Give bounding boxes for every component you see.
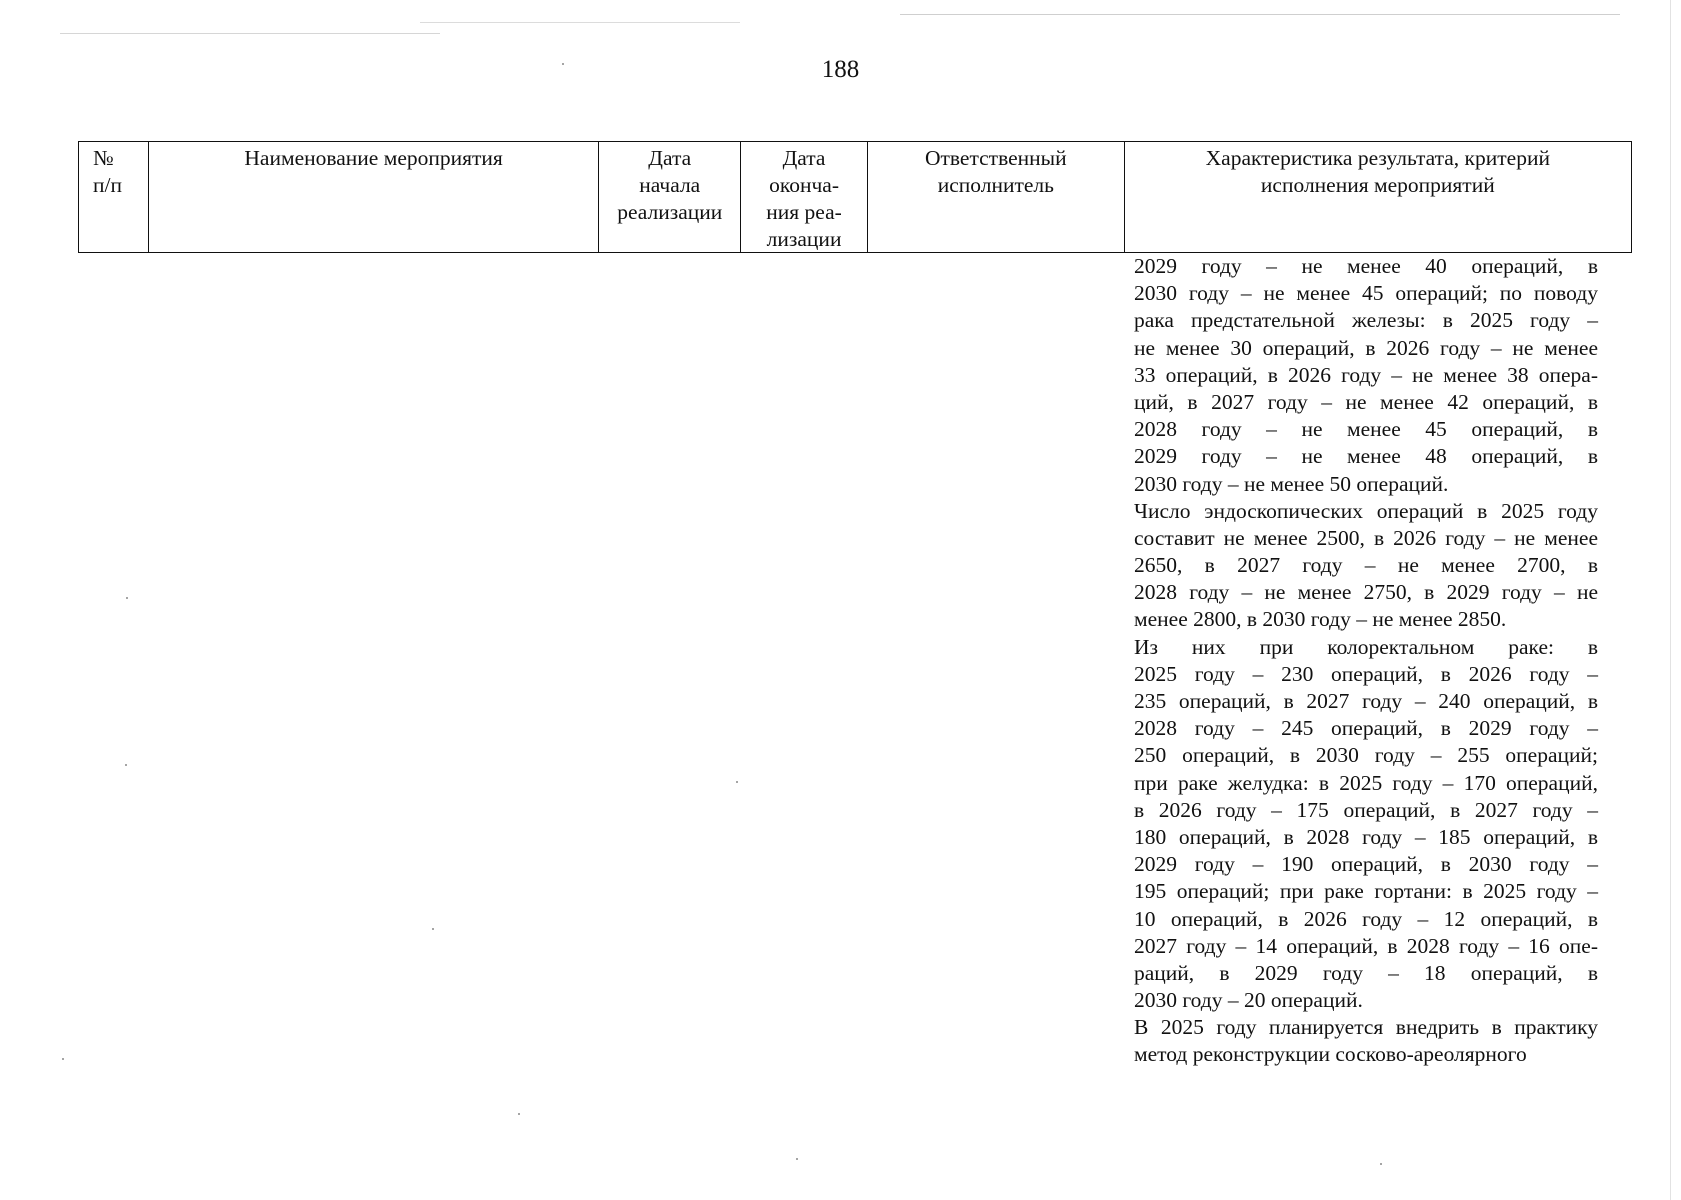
scan-speck — [125, 764, 127, 766]
header-cell-end-date: Дата оконча- ния реа- лизации — [741, 142, 868, 252]
text-line: Число эндоскопических операций в 2025 году — [1134, 498, 1598, 523]
scan-speck — [736, 781, 738, 783]
text-line: 180 операций, в 2028 году – 185 операций, в — [1134, 824, 1598, 849]
scan-speck — [518, 1113, 520, 1115]
scan-artifact-line — [420, 22, 740, 23]
text-line: 2025 году – 230 операций, в 2026 году – — [1134, 661, 1598, 686]
scan-speck — [796, 1158, 798, 1160]
table-header-row — [78, 141, 1632, 253]
text-line: 33 операций, в 2026 году – не менее 38 опера- — [1134, 362, 1598, 387]
text-paragraph — [1134, 253, 1598, 498]
scan-artifact-line — [900, 14, 1620, 15]
text-line: 250 операций, в 2030 году – 255 операций; — [1134, 743, 1598, 768]
text-line: 2030 году – 20 операций. — [1134, 988, 1363, 1013]
text-paragraph — [1134, 1014, 1598, 1068]
text-line: 10 операций, в 2026 году – 12 операций, в — [1134, 906, 1598, 931]
scan-artifact-line — [1670, 0, 1672, 1200]
text-line: Из них при колоректальном раке: в — [1134, 634, 1598, 659]
header-cell-result-characteristic: Характеристика результата, критерий исполнения мероприятий — [1205, 146, 1550, 197]
text-line: рака предстательной железы: в 2025 году – — [1134, 308, 1598, 333]
page-number: 188 — [821, 56, 860, 83]
scan-speck — [1380, 1163, 1382, 1165]
text-line: не менее 30 операций, в 2026 году – не менее — [1134, 335, 1598, 360]
text-line: ций, в 2027 году – не менее 42 операций, в — [1134, 389, 1598, 414]
header-cell-number: № п/п — [79, 142, 149, 252]
text-line: составит не менее 2500, в 2026 году – не менее — [1134, 525, 1598, 550]
result-characteristic-text — [1134, 253, 1598, 1069]
header-cell-responsible: Ответственный исполнитель — [868, 142, 1125, 252]
text-line: в 2026 году – 175 операций, в 2027 году – — [1134, 797, 1598, 822]
scan-speck — [62, 1058, 64, 1060]
header-cell-start-date: Дата начала реализации — [599, 142, 741, 252]
text-line: 235 операций, в 2027 году – 240 операций, в — [1134, 689, 1598, 713]
text-line: менее 2800, в 2030 году – не менее 2850. — [1134, 607, 1507, 632]
text-line: 2030 году – не менее 45 операций; по поводу — [1134, 281, 1598, 306]
text-line: 2027 году – 14 операций, в 2028 году – 16 опе- — [1134, 933, 1598, 958]
text-line: 2029 году – не менее 48 операций, в — [1134, 444, 1598, 469]
text-line: 2030 году – не менее 50 операций. — [1134, 471, 1449, 496]
text-line: при раке желудка: в 2025 году – 170 операций, — [1134, 770, 1598, 795]
text-line: 2029 году – 190 операций, в 2030 году – — [1134, 852, 1598, 877]
scan-speck — [432, 928, 434, 930]
text-line: 195 операций; при раке гортани: в 2025 году – — [1134, 879, 1598, 904]
scan-speck — [126, 597, 128, 599]
text-line: В 2025 году планируется внедрить в практику — [1134, 1015, 1598, 1040]
header-cell-event-name: Наименование мероприятия — [149, 142, 599, 252]
text-line: метод реконструкции сосково-ареолярного — [1134, 1042, 1527, 1067]
text-line: 2028 году – 245 операций, в 2029 году – — [1134, 716, 1598, 741]
text-line: 2650, в 2027 году – не менее 2700, в — [1134, 553, 1598, 578]
text-line: раций, в 2029 году – 18 операций, в — [1134, 960, 1598, 985]
scan-artifact-line — [60, 33, 440, 34]
text-line: 2028 году – не менее 45 операций, в — [1134, 417, 1598, 442]
text-paragraph — [1134, 634, 1598, 1015]
text-paragraph — [1134, 498, 1598, 634]
text-line: 2028 году – не менее 2750, в 2029 году – не — [1134, 580, 1598, 605]
text-line: 2029 году – не менее 40 операций, в — [1134, 254, 1598, 278]
